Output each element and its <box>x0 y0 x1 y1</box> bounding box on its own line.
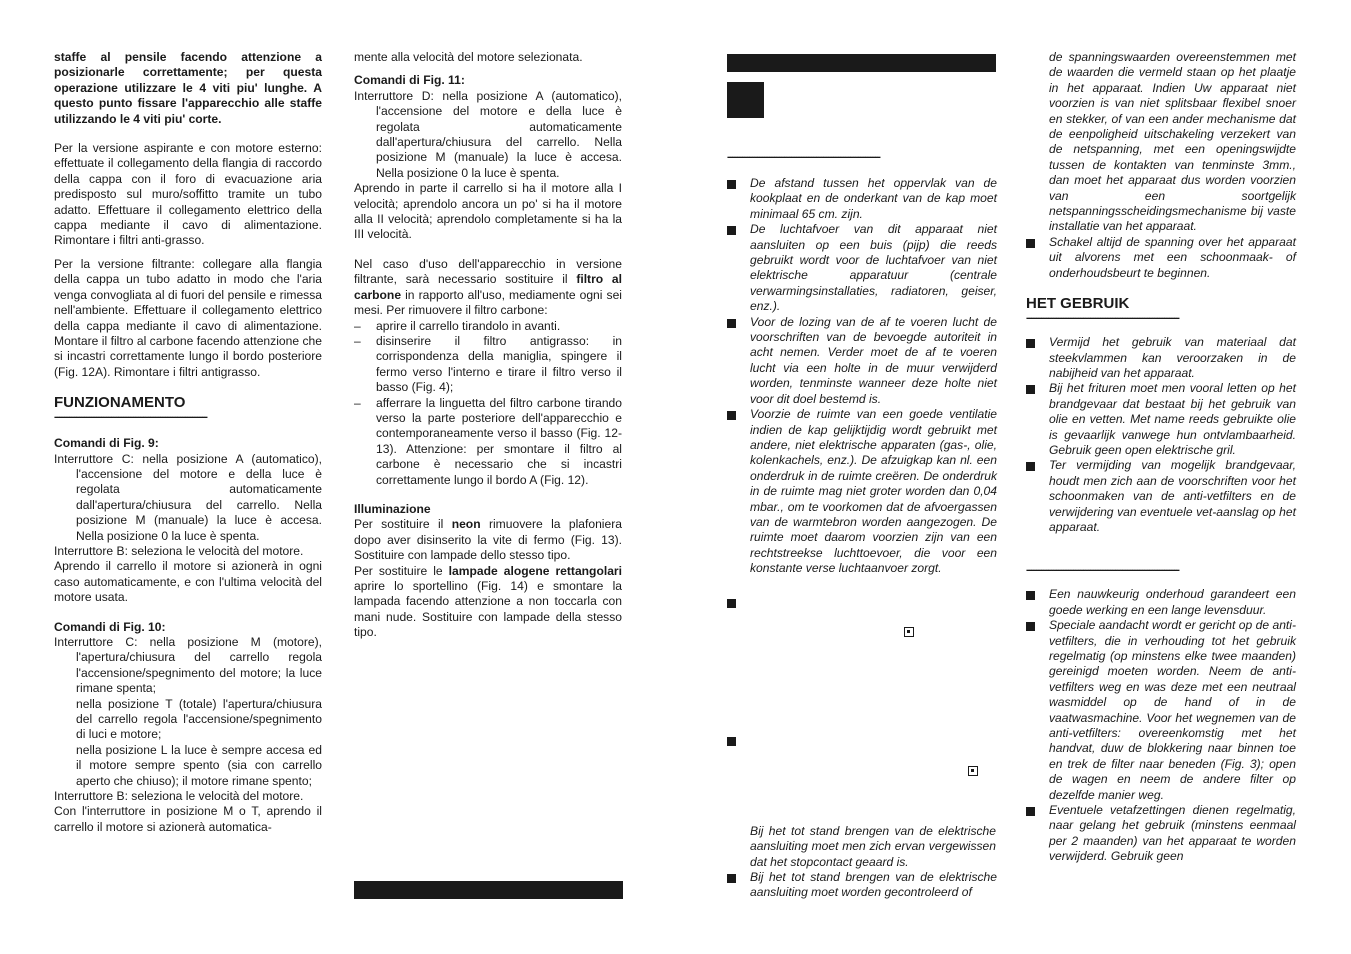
intro-paragraph: staffe al pensile facendo attenzione a posizionarle correttamente; per questa operazione utilizzare le 4 viti piu' lunghe. A questo punto fissare l'apparecchio alle staffe utilizzando le 4 viti piu' corte. <box>54 50 322 126</box>
list-item: Een nauwkeurig onderhoud garandeert een goede werking en een lange levensduur. <box>1026 587 1296 618</box>
fig11-switch-d: Interruttore D: nella posizione A (automatico), l'accensione del motore e della luce è regolata automaticamente dall'apertura/chiusura del carrello. Nella posizione M (manuale) la luce è accesa. Nella posizione 0 la luce è spenta. <box>354 88 622 180</box>
double-insulation-icon <box>968 766 978 776</box>
fig9-title: Comandi di Fig. 9: <box>54 436 159 451</box>
fig11-title: Comandi di Fig. 11: <box>354 73 465 88</box>
fig10-switch-c: Interruttore C: nella posizione M (motore), l'apertura/chiusura del carrello regola l'accensione/spegnimento del motore; la luce rimane spenta; <box>54 635 322 696</box>
heading-rule: -------------------------------------------------------------- <box>1026 313 1179 324</box>
continued-paragraph: de spanningswaarden overeenstemmen met de waarden die vermeld staan op het plaatje in het apparaat. Indien Uw apparaat niet voorzien is van niet splitsbaar flexibel snoer en stekker, of van een ander mechanisme dat de eenpoligheid uitschakeling verzekert van de netspanning, met een openingswijdte tussen de kontakten van tenminste 3mm., dan moet het apparaat dus worden voorzien van een soortgelijk netspanningsscheidingsmechanisme bij vaste installatie van het apparaat. <box>1049 50 1296 234</box>
alogene-paragraph: Per sostituire le lampade alogene rettangolari aprire lo sportellino (Fig. 14) e smontare la lampada facendo attenzione a non toccarla con mani nude. Sostituire con lampade della stesso tipo. <box>354 563 622 640</box>
list-item: – disinserire il filtro antigrasso: in corrispondenza della maniglia, spingere il fermo verso l'interno e tirare il filtro verso il basso (Fig. 4); <box>354 333 622 395</box>
list-item: Voorzie de ruimte van een goede ventilatie indien de kap gelijktijdig wordt gebruikt met andere, niet elektrische apparaten (gas-, olie, kolenkachels, enz.). De afzuigkap kan nl. een onderdruk in de ruimte creëren. De onderdruk in de ruimte mag niet groter worden dan 0,04 mbar., om te voorkomen dat de afvoergassen van de warmtebron worden aangezogen. De ruimte moet daarom voorzien zijn van een rechtstreekse luchttoevoer, die voor een konstante verse luchtaanvoer zorgt. <box>727 407 997 576</box>
neon-paragraph: Per sostituire il neon rimuovere la plafoniera dopo aver disinserito la vite di fermo (Fig. 13). Sostituire con lampade dello stesso tipo. <box>354 517 622 563</box>
column-2 <box>354 50 622 641</box>
fig9-switch-b: Interruttore B: seleziona le velocità del motore. <box>54 543 304 558</box>
fig11-paragraph: Aprendo in parte il carrello si ha il motore alla I velocità; aprendolo ancora un po' si ha il motore alla II velocità; aprendolo completamente si ha la III velocità. <box>354 181 622 242</box>
header-black-bar <box>727 54 996 72</box>
footer-black-bar <box>354 881 623 899</box>
fig9-paragraph: Aprendo il carrello il motore si azionerà in ogni caso automaticamente, e con l'ultima velocità del motore usata. <box>54 559 322 605</box>
heading-rule: -------------------------------------------------------------- <box>1026 565 1179 576</box>
list-item: Bij het frituren moet men vooral letten op het brandgevaar dat bestaat bij het gebruik van olie en vetten. Met name reeds gebruikte olie is gevaarlijk vanwege hun ontvlambaarheid. Gebruik geen open elektrische gril. <box>1026 381 1296 458</box>
bullet-marker <box>727 737 736 746</box>
list-item: Voor de lozing van de af te voeren lucht de voorschriften van de bevoegde autoriteit in acht nemen. Verder moet de af te voeren lucht via een holte in de muur verwijderd worden, tenminste wanneer deze holte niet voor dit doel bestemd is. <box>727 315 997 407</box>
list-item: Schakel altijd de spanning over het apparaat uit alvorens met een schoonmaak- of onderhoudsbeurt te beginnen. <box>1026 235 1296 281</box>
filtro-paragraph: Nel caso d'uso dell'apparecchio in versione filtrante, sarà necessario sostituire il filtro al carbone in rapporto all'uso, mediamente ogni sei mesi. Per rimuovere il filtro carbone: <box>354 256 622 318</box>
electric-connection-note: Bij het tot stand brengen van de elektrische aansluiting moet men zich ervan vergewissen dat het stopcontact geaard is. <box>750 824 996 869</box>
illuminazione-title: Illuminazione <box>354 501 431 516</box>
section-heading-gebruik: HET GEBRUIK <box>1026 295 1130 313</box>
list-item: Bij het tot stand brengen van de elektrische aansluiting moet worden gecontroleerd of <box>727 870 997 901</box>
filtrante-paragraph: Per la versione filtrante: collegare alla flangia della cappa un tubo adatto in modo che l'aria venga convogliata al di fuori del pensile e rimessa nell'ambiente. Effettuare il collegamento elettrico della cappa mediante il cavo di alimentazione. Montare il filtro al carbone facendo attenzione che si incastri correttamente lungo il bordo posteriore (Fig. 12A). Rimontare i filtri antigrasso. <box>54 256 322 379</box>
header-black-square <box>727 82 764 118</box>
list-item: Vermijd het gebruik van materiaal dat steekvlammen kan veroorzaken in de nabijheid van het apparaat. <box>1026 335 1296 381</box>
section-heading-funzionamento: FUNZIONAMENTO <box>54 394 186 412</box>
bullet-marker <box>727 599 736 608</box>
column-3 <box>727 152 997 577</box>
list-item: Eventuele vetafzettingen dienen regelmatig, naar gelang het gebruik (minstens eenmaal per 2 maanden) van het apparaat te worden verwijderd. Gebruik geen <box>1026 803 1296 865</box>
heading-rule: -------------------------------------------------------------- <box>727 152 880 162</box>
list-item: De luchtafvoer van dit apparaat niet aansluiten op een buis (pijp) die reeds gebruikt wordt voor de luchtafvoer van niet elektrische apparatuur (centrale verwarmingsinstallaties, radiatoren, geiser, enz.). <box>727 222 997 314</box>
double-insulation-icon <box>904 627 914 637</box>
column-4 <box>1026 50 1296 865</box>
column-1 <box>54 50 322 835</box>
aspirante-paragraph: Per la versione aspirante e con motore esterno: effettuate il collegamento della flangia di raccordo della cappa con il foro di evacuazione aria predisposto sul muro/soffitto tramite un tubo adatto. Effettuare il collegamento elettrico della cappa mediante il cavo di alimentazione. Rimontare i filtri anti-grasso. <box>54 141 322 248</box>
list-item: Speciale aandacht wordt er gericht op de anti-vetfilters, die in verhouding tot het gebruik regelmatig (op minstens elke twee maanden) gereinigd moeten worden. Neem de anti-vetfilters weg en was deze met een neutraal wasmiddel op de hand of in de vaatwasmachine. Voor het wegnemen van de anti-vetfilters: overeenkomstig met het handvat, duw de blokkering naar binnen toe en trek de filter naar beneden (Fig. 3); open de wagen en neem de andere filter op dezelfde manier weg. <box>1026 618 1296 803</box>
fig10-title: Comandi di Fig. 10: <box>54 619 166 634</box>
heading-rule: -------------------------------------------------------------- <box>54 412 207 423</box>
list-item: Ter vermijding van mogelijk brandgevaar, houdt men zich aan de voorschriften voor het schoonmaken van de anti-vetfilters en de verwijdering van eventuele vet-aanslag op het apparaat. <box>1026 458 1296 535</box>
filtro-bold: filtro al carbone <box>354 272 622 302</box>
fig10-position-l: nella posizione L la luce è sempre accesa ed il motore sempre spento (sia con carrello aperto che chiuso); il motore rimane spento; <box>76 742 322 788</box>
list-item: De afstand tussen het oppervlak van de kookplaat en de onderkant van de kap moet minimaal 65 cm. zijn. <box>727 176 997 222</box>
fig9-switch-c: Interruttore C: nella posizione A (automatico), l'accensione del motore e della luce è regolata automaticamente dall'apertura/chiusura del carrello. Nella posizione M (manuale) la luce è accesa. Nella posizione 0 la luce è spenta. <box>54 451 322 543</box>
list-item: – afferrare la linguetta del filtro carbone tirando verso la parte posteriore dell'apparecchio e contemporaneamente verso il basso (Fig. 12-13). Attenzione: per smontare il filtro al carbone è necessario che si incastri correttamente lungo il bordo A (Fig. 12). <box>354 395 622 487</box>
continued-line: mente alla velocità del motore selezionata. <box>354 50 583 64</box>
fig10-paragraph: Con l'interruttore in posizione M o T, aprendo il carrello il motore si azionerà automatica- <box>54 804 322 834</box>
list-item: – aprire il carrello tirandolo in avanti. <box>354 318 561 333</box>
fig10-position-t: nella posizione T (totale) l'apertura/chiusura del carrello regola l'accensione/spegnimento di luci e motore; <box>76 696 322 742</box>
fig10-switch-b: Interruttore B: seleziona le velocità del motore. <box>54 789 304 804</box>
